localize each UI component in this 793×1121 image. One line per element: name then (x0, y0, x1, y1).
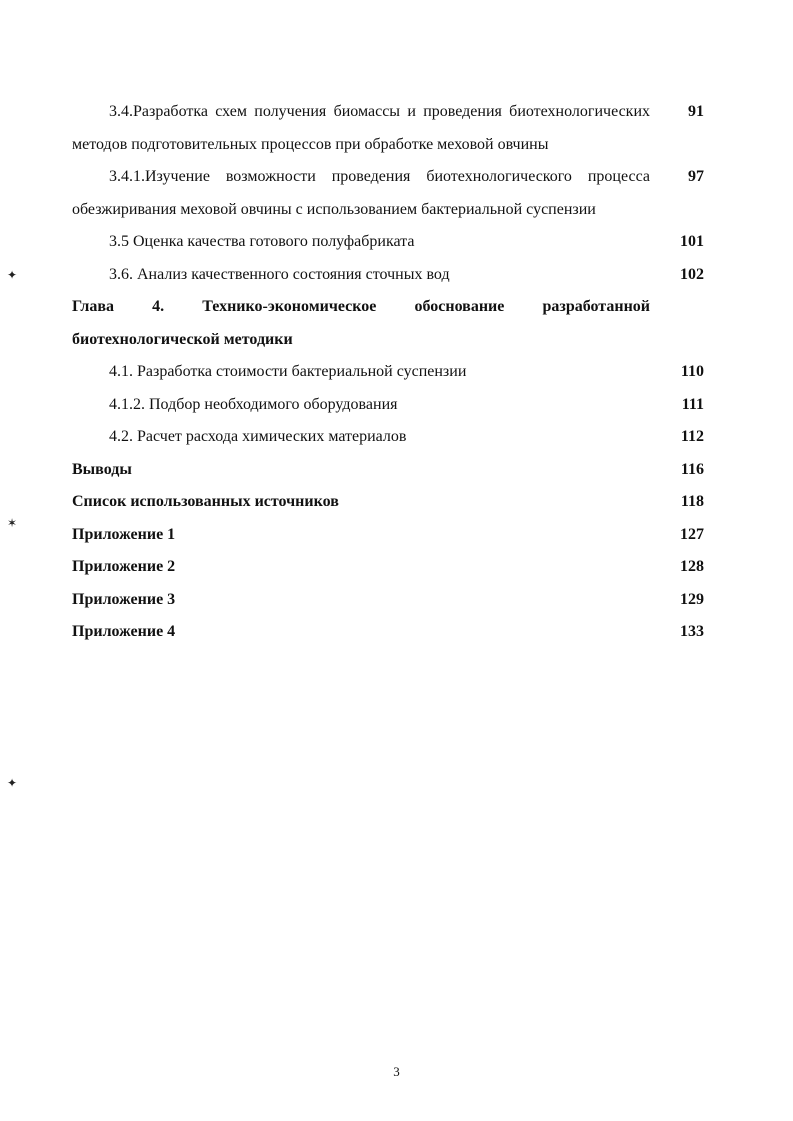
toc-entry-4-1 (72, 356, 704, 389)
toc-entry-title: Приложение 4 (72, 623, 176, 640)
toc-entry-4-1-2 (72, 389, 704, 422)
toc-entry-chapter-4 (72, 291, 704, 356)
toc-entry-references (72, 486, 704, 519)
toc-entry-title: Список использованных источников (72, 493, 339, 510)
toc-entry-appendix-2 (72, 551, 704, 584)
table-of-contents (72, 96, 704, 649)
toc-entry-conclusions (72, 454, 704, 487)
toc-entry-3-6 (72, 259, 704, 292)
toc-entry-page: 116 (680, 460, 704, 478)
toc-entry-4-2 (72, 421, 704, 454)
toc-entry-title: Выводы (72, 460, 132, 478)
toc-entry-page: 97 (688, 168, 704, 185)
toc-entry-title: 3.5 Оценка качества готового полуфабриката (109, 233, 415, 250)
toc-entry-appendix-4 (72, 616, 704, 649)
toc-entry-appendix-3 (72, 584, 704, 617)
toc-entry-page: 111 (681, 395, 704, 413)
toc-entry-appendix-1 (72, 519, 704, 552)
toc-entry-page: 118 (680, 493, 704, 510)
toc-entry-title: 4.1. Разработка стоимости бактериальной суспензии (109, 363, 467, 380)
toc-entry-page: 101 (680, 233, 704, 250)
toc-entry-page: 102 (680, 265, 704, 283)
toc-entry-title: 4.2. Расчет расхода химических материалов (109, 428, 407, 445)
page-number: 3 (393, 1064, 400, 1079)
toc-entry-title: 3.6. Анализ качественного состояния сточных вод (109, 265, 450, 283)
toc-entry-page: 128 (680, 558, 704, 575)
scan-mark-icon: ✶ (7, 516, 18, 530)
toc-entry-page: 110 (680, 363, 704, 380)
toc-entry-page: 127 (680, 525, 704, 543)
toc-entry-title: Приложение 1 (72, 525, 176, 543)
scan-mark-icon: ✦ (7, 776, 18, 790)
toc-entry-page: 112 (680, 428, 704, 445)
toc-entry-title: Приложение 3 (72, 590, 176, 608)
toc-entry-page: 133 (680, 623, 704, 640)
toc-entry-title: Глава 4. Технико-экономическое обоснование разработанной биотехнологической методики (72, 298, 650, 348)
toc-entry-page: 91 (688, 103, 704, 120)
toc-entry-title: 4.1.2. Подбор необходимого оборудования (109, 395, 398, 413)
scan-mark-icon: ✦ (7, 268, 18, 282)
toc-entry-3-5 (72, 226, 704, 259)
toc-entry-title: 3.4.Разработка схем получения биомассы и проведения биотехнологических методов подготовительных процессов при обработке меховой овчины (72, 103, 650, 153)
toc-entry-title: Приложение 2 (72, 558, 176, 575)
toc-entry-page: 129 (680, 590, 704, 608)
toc-entry-3-4 (72, 96, 704, 161)
toc-entry-title: 3.4.1.Изучение возможности проведения биотехнологического процесса обезжиривания меховой овчины с использованием бактериальной суспензии (72, 168, 650, 218)
toc-entry-3-4-1 (72, 161, 704, 226)
